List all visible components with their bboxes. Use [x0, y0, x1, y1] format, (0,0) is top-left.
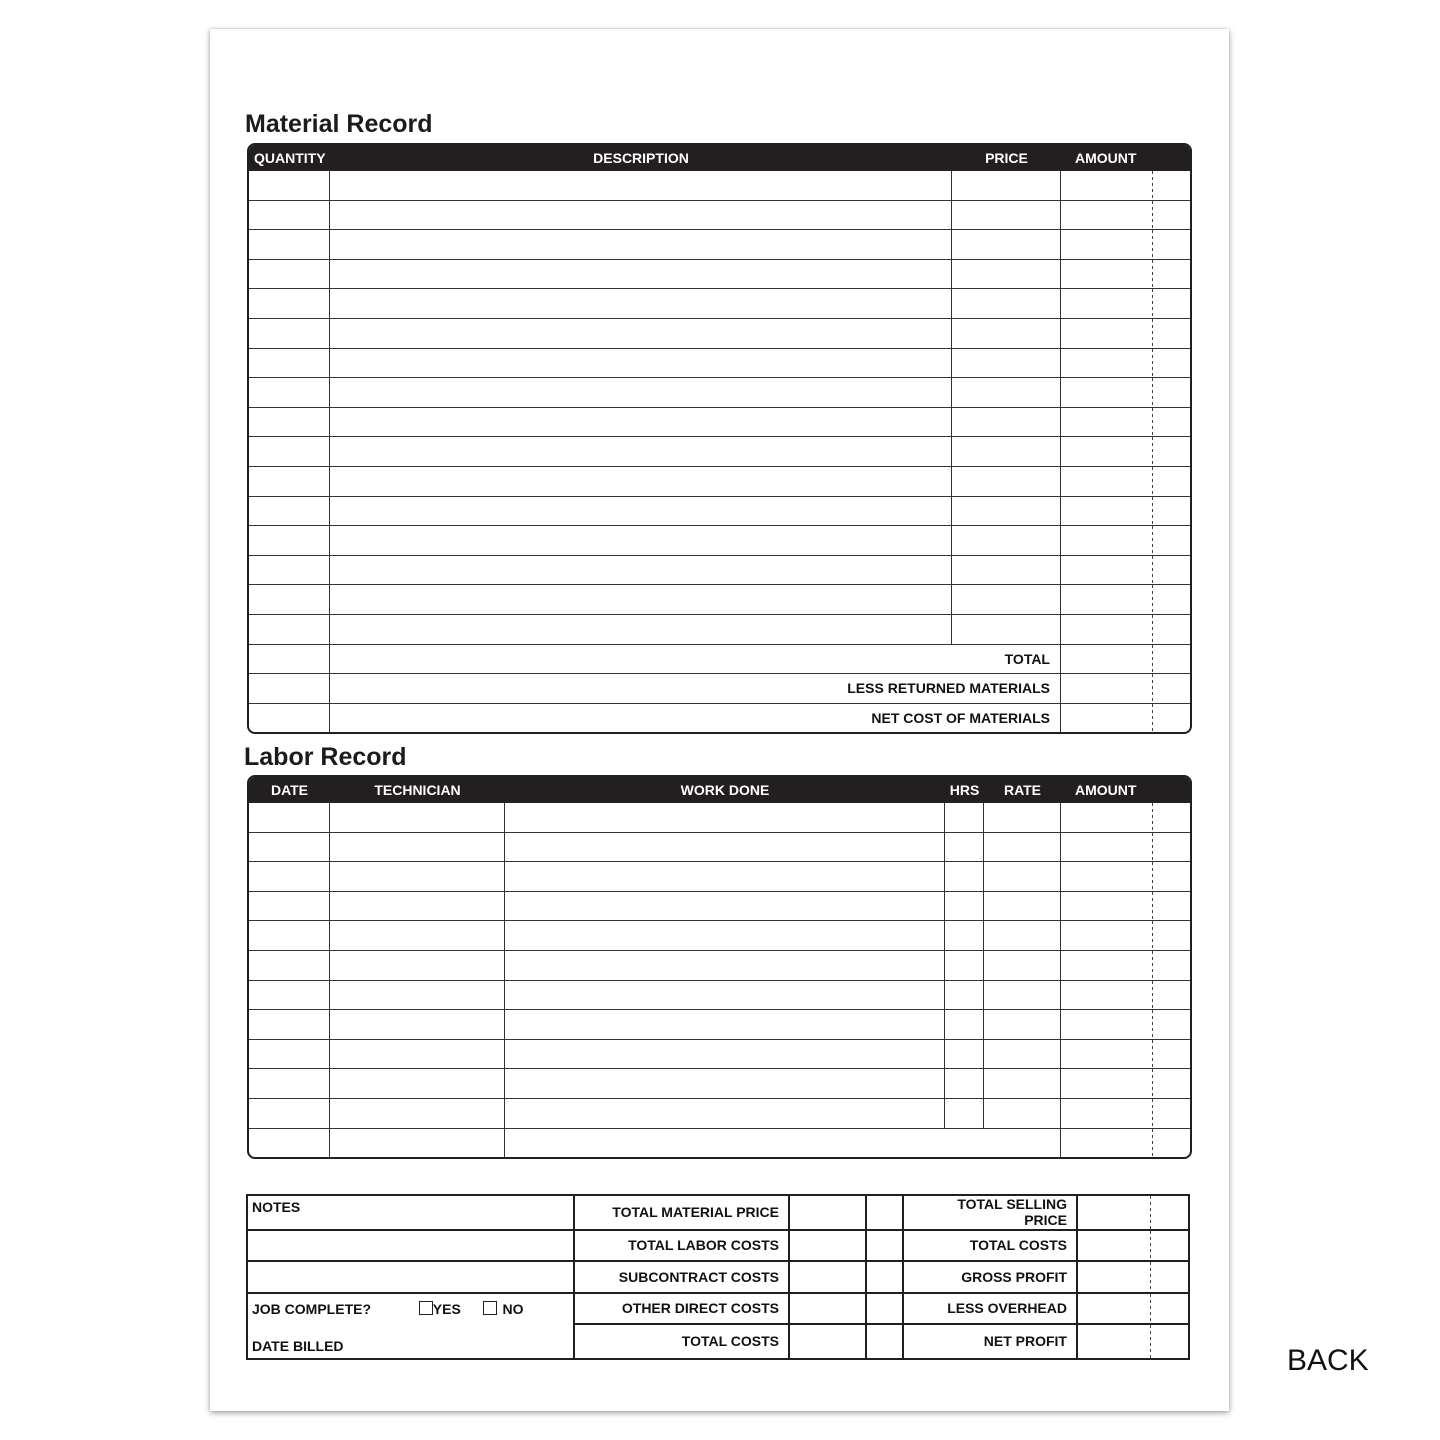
subcontract-costs-cents[interactable] — [866, 1261, 903, 1293]
rate-cell[interactable] — [984, 803, 1061, 833]
summary-row — [247, 1324, 1189, 1359]
table-row — [249, 1010, 1190, 1040]
price-cell[interactable] — [952, 201, 1061, 231]
price-cell[interactable] — [952, 437, 1061, 467]
date-cell[interactable] — [249, 1129, 330, 1158]
work-done-cell[interactable] — [505, 892, 945, 922]
total-selling-price-label: TOTAL SELLING PRICE — [903, 1195, 1077, 1230]
rate-cell[interactable] — [984, 1040, 1061, 1070]
other-direct-costs-value[interactable] — [789, 1293, 866, 1325]
amount-cell[interactable] — [1061, 408, 1190, 438]
amount-cell[interactable] — [1061, 171, 1190, 201]
technician-cell[interactable] — [330, 803, 505, 833]
hrs-cell[interactable] — [945, 1010, 984, 1040]
labor-record-title: Labor Record — [244, 743, 407, 771]
amount-cell[interactable] — [1061, 260, 1190, 290]
amount-cell[interactable] — [1061, 833, 1190, 863]
hrs-cell[interactable] — [945, 833, 984, 863]
material-header-row — [249, 145, 1190, 171]
material-table — [247, 143, 1192, 734]
price-cell[interactable] — [952, 289, 1061, 319]
price-cell[interactable] — [952, 171, 1061, 201]
summary-row — [247, 1293, 1189, 1325]
work-done-cell[interactable] — [505, 1099, 945, 1129]
technician-cell[interactable] — [330, 1129, 505, 1158]
yes-label: YES — [432, 1300, 461, 1317]
quantity-header: QUANTITY — [249, 145, 330, 171]
technician-header: TECHNICIAN — [330, 777, 505, 803]
quantity-cell[interactable] — [249, 497, 330, 527]
table-row — [249, 1099, 1190, 1129]
quantity-cell[interactable] — [249, 201, 330, 231]
rate-cell[interactable] — [984, 892, 1061, 922]
quantity-cell[interactable] — [249, 556, 330, 586]
amount-cell[interactable] — [1061, 230, 1190, 260]
quantity-cell[interactable] — [249, 585, 330, 615]
total-labor-costs-label: TOTAL LABOR COSTS — [574, 1230, 789, 1262]
totals-row — [249, 704, 1190, 733]
less-returned-materials-label: LESS RETURNED MATERIALS — [330, 674, 1061, 704]
description-cell[interactable] — [330, 378, 952, 408]
material-record-title: Material Record — [245, 110, 433, 138]
total-costs-value[interactable] — [1077, 1230, 1189, 1262]
amount-cell[interactable] — [1061, 645, 1190, 675]
rate-cell[interactable] — [984, 862, 1061, 892]
amount-cell[interactable] — [1061, 467, 1190, 497]
table-row — [249, 408, 1190, 438]
amount-cell[interactable] — [1061, 1010, 1190, 1040]
total-costs-left-label: TOTAL COSTS — [574, 1324, 789, 1359]
notes-field[interactable] — [247, 1195, 574, 1230]
quantity-cell[interactable] — [249, 378, 330, 408]
date-cell[interactable] — [249, 1069, 330, 1099]
subcontract-costs-label: SUBCONTRACT COSTS — [574, 1261, 789, 1293]
total-costs-left-cents[interactable] — [866, 1324, 903, 1359]
subcontract-costs-value[interactable] — [789, 1261, 866, 1293]
amount-cell[interactable] — [1061, 981, 1190, 1011]
hrs-cell[interactable] — [945, 1069, 984, 1099]
description-cell[interactable] — [330, 497, 952, 527]
hrs-cell[interactable] — [945, 951, 984, 981]
description-header: DESCRIPTION — [330, 145, 952, 171]
total-material-price-label: TOTAL MATERIAL PRICE — [574, 1195, 789, 1230]
table-row — [249, 615, 1190, 645]
rate-cell[interactable] — [984, 921, 1061, 951]
no-checkbox[interactable] — [483, 1301, 497, 1315]
net-profit-value[interactable] — [1077, 1324, 1189, 1359]
no-label: NO — [502, 1300, 524, 1317]
description-cell[interactable] — [330, 556, 952, 586]
amount-cell[interactable] — [1061, 526, 1190, 556]
net-profit-label: NET PROFIT — [903, 1324, 1077, 1359]
amount-cell[interactable] — [1061, 862, 1190, 892]
amount-cell[interactable] — [1061, 892, 1190, 922]
date-cell[interactable] — [249, 892, 330, 922]
work-done-cell[interactable] — [505, 1040, 945, 1070]
total-labor-costs-value[interactable] — [789, 1230, 866, 1262]
table-row — [249, 951, 1190, 981]
back-side-label: BACK — [1287, 1344, 1369, 1377]
quantity-cell[interactable] — [249, 230, 330, 260]
quantity-cell[interactable] — [249, 526, 330, 556]
net-cost-of-materials-label: NET COST OF MATERIALS — [330, 704, 1061, 733]
table-row — [249, 260, 1190, 290]
total-costs-left-value[interactable] — [789, 1324, 866, 1359]
date-cell[interactable] — [249, 833, 330, 863]
technician-cell[interactable] — [330, 921, 505, 951]
quantity-cell[interactable] — [249, 615, 330, 645]
date-cell[interactable] — [249, 803, 330, 833]
description-cell[interactable] — [330, 319, 952, 349]
table-row — [249, 319, 1190, 349]
table-row — [249, 230, 1190, 260]
technician-cell[interactable] — [330, 1069, 505, 1099]
table-row — [249, 497, 1190, 527]
table-row — [249, 981, 1190, 1011]
quantity-cell[interactable] — [249, 319, 330, 349]
amount-cell[interactable] — [1061, 437, 1190, 467]
rate-cell[interactable] — [984, 951, 1061, 981]
date-header: DATE — [249, 777, 330, 803]
amount-cell[interactable] — [1061, 201, 1190, 231]
table-row — [249, 526, 1190, 556]
technician-cell[interactable] — [330, 981, 505, 1011]
hrs-cell[interactable] — [945, 1040, 984, 1070]
quantity-cell[interactable] — [249, 467, 330, 497]
price-cell[interactable] — [952, 467, 1061, 497]
table-row — [249, 921, 1190, 951]
price-cell[interactable] — [952, 585, 1061, 615]
quantity-cell[interactable] — [249, 437, 330, 467]
total-labor-costs-cents[interactable] — [866, 1230, 903, 1262]
work-done-cell[interactable] — [505, 862, 945, 892]
description-cell[interactable] — [330, 615, 952, 645]
amount-cell[interactable] — [1061, 1069, 1190, 1099]
price-cell[interactable] — [952, 378, 1061, 408]
total-material-price-value[interactable] — [789, 1195, 866, 1230]
rate-cell[interactable] — [984, 1069, 1061, 1099]
amount-cell[interactable] — [1061, 1099, 1190, 1129]
rate-header: RATE — [984, 777, 1061, 803]
price-cell[interactable] — [952, 408, 1061, 438]
work-done-header: WORK DONE — [505, 777, 945, 803]
date-billed-field[interactable] — [247, 1324, 574, 1359]
table-row — [249, 289, 1190, 319]
price-cell[interactable] — [952, 556, 1061, 586]
date-cell[interactable] — [249, 862, 330, 892]
quantity-cell[interactable] — [249, 289, 330, 319]
rate-cell[interactable] — [984, 833, 1061, 863]
amount-cell[interactable] — [1061, 497, 1190, 527]
work-done-cell[interactable] — [505, 981, 945, 1011]
table-row — [249, 437, 1190, 467]
amount-cell[interactable] — [1061, 674, 1190, 704]
rate-cell[interactable] — [984, 1010, 1061, 1040]
other-direct-costs-cents[interactable] — [866, 1293, 903, 1325]
summary-row — [247, 1261, 1189, 1293]
amount-header: AMOUNT — [1061, 145, 1190, 171]
technician-cell[interactable] — [330, 1010, 505, 1040]
amount-cell[interactable] — [1061, 289, 1190, 319]
amount-cell[interactable] — [1061, 585, 1190, 615]
yes-checkbox[interactable] — [419, 1301, 433, 1315]
price-header: PRICE — [952, 145, 1061, 171]
table-row — [249, 862, 1190, 892]
quantity-cell[interactable] — [249, 171, 330, 201]
description-cell[interactable] — [330, 230, 952, 260]
total-material-price-cents[interactable] — [866, 1195, 903, 1230]
date-billed-label: DATE BILLED — [252, 1337, 344, 1354]
hrs-cell[interactable] — [945, 981, 984, 1011]
description-cell[interactable] — [330, 467, 952, 497]
table-row — [249, 892, 1190, 922]
date-cell[interactable] — [249, 1040, 330, 1070]
table-row — [249, 378, 1190, 408]
work-done-cell[interactable] — [505, 921, 945, 951]
date-cell[interactable] — [249, 1010, 330, 1040]
work-done-cell[interactable] — [505, 803, 945, 833]
hrs-cell[interactable] — [945, 803, 984, 833]
date-cell[interactable] — [249, 951, 330, 981]
date-cell[interactable] — [249, 921, 330, 951]
description-cell[interactable] — [330, 585, 952, 615]
amount-cell[interactable] — [1061, 378, 1190, 408]
totals-row — [249, 674, 1190, 704]
rate-cell[interactable] — [984, 981, 1061, 1011]
rate-cell[interactable] — [984, 1099, 1061, 1129]
total-selling-price-value[interactable] — [1077, 1195, 1189, 1230]
work-done-cell[interactable] — [505, 1129, 1061, 1158]
amount-cell[interactable] — [1061, 1040, 1190, 1070]
quantity-cell[interactable] — [249, 260, 330, 290]
price-cell[interactable] — [952, 260, 1061, 290]
work-done-cell[interactable] — [505, 1069, 945, 1099]
table-row — [249, 467, 1190, 497]
quantity-cell[interactable] — [249, 674, 330, 704]
other-direct-costs-label: OTHER DIRECT COSTS — [574, 1293, 789, 1325]
technician-cell[interactable] — [330, 951, 505, 981]
amount-cell[interactable] — [1061, 349, 1190, 379]
quantity-cell[interactable] — [249, 408, 330, 438]
job-complete-field — [247, 1293, 574, 1325]
amount-cell[interactable] — [1061, 556, 1190, 586]
quantity-cell[interactable] — [249, 704, 330, 733]
description-cell[interactable] — [330, 408, 952, 438]
hrs-cell[interactable] — [945, 921, 984, 951]
amount-cell[interactable] — [1061, 803, 1190, 833]
table-row — [249, 1129, 1190, 1158]
description-cell[interactable] — [330, 260, 952, 290]
technician-cell[interactable] — [330, 833, 505, 863]
hrs-header: HRS — [945, 777, 984, 803]
work-done-cell[interactable] — [505, 951, 945, 981]
amount-cell[interactable] — [1061, 921, 1190, 951]
total-costs-label: TOTAL COSTS — [903, 1230, 1077, 1262]
date-cell[interactable] — [249, 1099, 330, 1129]
labor-header-row — [249, 777, 1190, 803]
quantity-cell[interactable] — [249, 349, 330, 379]
price-cell[interactable] — [952, 497, 1061, 527]
price-cell[interactable] — [952, 615, 1061, 645]
table-row — [249, 201, 1190, 231]
labor-table — [247, 775, 1192, 1159]
price-cell[interactable] — [952, 349, 1061, 379]
table-row — [249, 833, 1190, 863]
summary-table — [246, 1194, 1190, 1360]
job-complete-label: JOB COMPLETE? — [252, 1300, 372, 1317]
description-cell[interactable] — [330, 201, 952, 231]
summary-row — [247, 1195, 1189, 1230]
description-cell[interactable] — [330, 171, 952, 201]
notes-line[interactable] — [247, 1230, 574, 1262]
amount-cell[interactable] — [1061, 704, 1190, 733]
gross-profit-label: GROSS PROFIT — [903, 1261, 1077, 1293]
technician-cell[interactable] — [330, 862, 505, 892]
less-overhead-label: LESS OVERHEAD — [903, 1293, 1077, 1325]
technician-cell[interactable] — [330, 1099, 505, 1129]
notes-label: NOTES — [252, 1199, 301, 1215]
work-done-cell[interactable] — [505, 1010, 945, 1040]
table-row — [249, 349, 1190, 379]
price-cell[interactable] — [952, 230, 1061, 260]
description-cell[interactable] — [330, 289, 952, 319]
amount-cell[interactable] — [1061, 951, 1190, 981]
date-cell[interactable] — [249, 981, 330, 1011]
hrs-cell[interactable] — [945, 1099, 984, 1129]
quantity-cell[interactable] — [249, 645, 330, 675]
price-cell[interactable] — [952, 526, 1061, 556]
table-row — [249, 803, 1190, 833]
table-row — [249, 585, 1190, 615]
labor-amount-header: AMOUNT — [1061, 777, 1190, 803]
hrs-cell[interactable] — [945, 862, 984, 892]
description-cell[interactable] — [330, 437, 952, 467]
table-row — [249, 556, 1190, 586]
total-label: TOTAL — [330, 645, 1061, 675]
description-cell[interactable] — [330, 349, 952, 379]
table-row — [249, 1069, 1190, 1099]
technician-cell[interactable] — [330, 892, 505, 922]
less-overhead-value[interactable] — [1077, 1293, 1189, 1325]
work-done-cell[interactable] — [505, 833, 945, 863]
table-row — [249, 1040, 1190, 1070]
hrs-cell[interactable] — [945, 892, 984, 922]
amount-cell[interactable] — [1061, 1129, 1190, 1158]
technician-cell[interactable] — [330, 1040, 505, 1070]
gross-profit-value[interactable] — [1077, 1261, 1189, 1293]
amount-cell[interactable] — [1061, 319, 1190, 349]
totals-row — [249, 645, 1190, 675]
description-cell[interactable] — [330, 526, 952, 556]
amount-cell[interactable] — [1061, 615, 1190, 645]
summary-row — [247, 1230, 1189, 1262]
notes-line[interactable] — [247, 1261, 574, 1293]
price-cell[interactable] — [952, 319, 1061, 349]
table-row — [249, 171, 1190, 201]
